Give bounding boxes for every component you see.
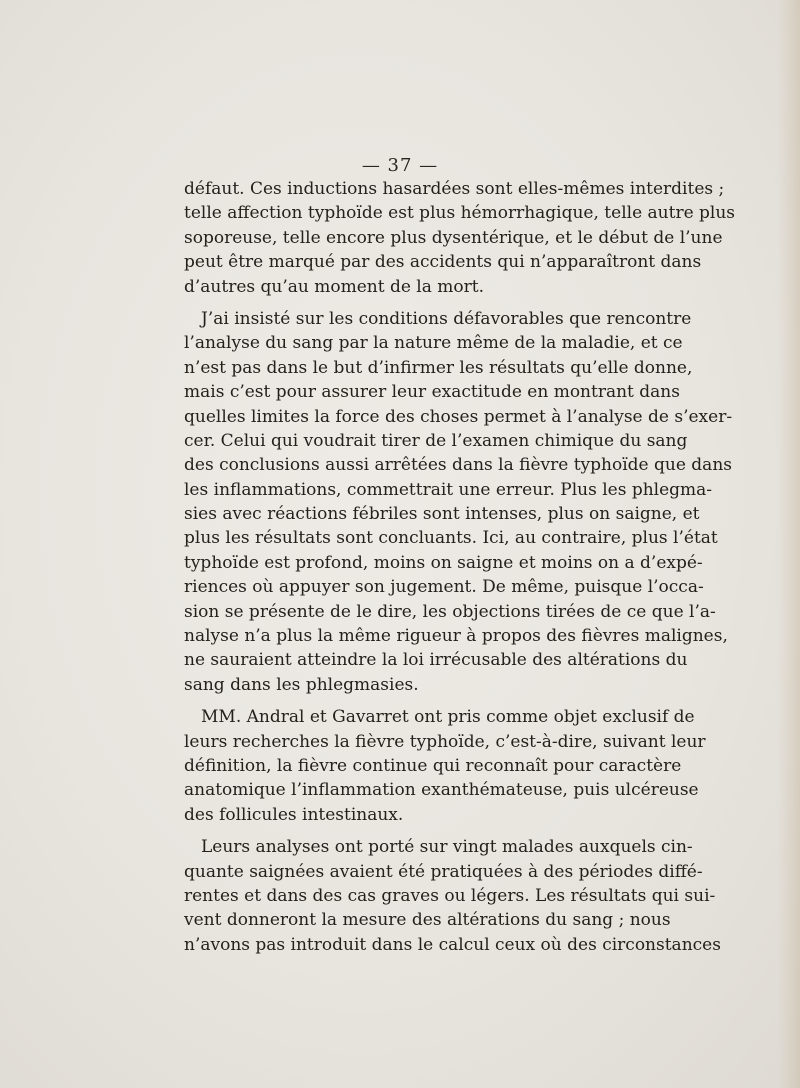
text-line: quante saignées avaient été pratiquées à des périodes diffé-	[184, 861, 703, 882]
text-line: n’est pas dans le but d’infirmer les résultats qu’elle donne,	[184, 357, 693, 378]
text-line: l’analyse du sang par la nature même de la maladie, et ce	[184, 333, 683, 354]
text-line: nalyse n’a plus la même rigueur à propos des fièvres malignes,	[184, 626, 728, 647]
text-line: vent donneront la mesure des altérations du sang ; nous	[184, 910, 671, 931]
paragraph	[184, 307, 733, 697]
text-line: Leurs analyses ont porté sur vingt malades auxquels cin-	[201, 837, 693, 858]
paragraph	[184, 705, 706, 827]
text-line: riences où appuyer son jugement. De même, puisque l’occa-	[184, 577, 704, 598]
text-line: des follicules intestinaux.	[184, 804, 404, 825]
paragraph	[184, 177, 736, 299]
text-line: peut être marqué par des accidents qui n’apparaîtront dans	[184, 252, 702, 273]
text-line: sang dans les phlegmasies.	[184, 674, 419, 695]
text-line: J’ai insisté sur les conditions défavorables que rencontre	[201, 308, 692, 329]
text-line: cer. Celui qui voudrait tirer de l’examen chimique du sang	[184, 430, 688, 451]
text-line: n’avons pas introduit dans le calcul ceux où des circonstances	[184, 934, 721, 955]
text-line: ne sauraient atteindre la loi irrécusable des altérations du	[184, 650, 688, 671]
text-line: soporeuse, telle encore plus dysentérique, et le début de l’une	[184, 227, 723, 248]
text-line: sies avec réactions fébriles sont intenses, plus on saigne, et	[184, 504, 700, 525]
body-text	[184, 177, 736, 957]
text-line: leurs recherches la fièvre typhoïde, c’est-à-dire, suivant leur	[184, 731, 706, 752]
paragraph-gap	[184, 827, 616, 835]
text-line: plus les résultats sont concluants. Ici, au contraire, plus l’état	[184, 528, 718, 549]
text-line: les inflammations, commettrait une erreur. Plus les phlegma-	[184, 479, 713, 500]
text-line: d’autres qu’au moment de la mort.	[184, 276, 484, 297]
paragraph-gap	[184, 697, 616, 705]
text-line: anatomique l’inflammation exanthémateuse, puis ulcéreuse	[184, 780, 699, 801]
text-line: défaut. Ces inductions hasardées sont elles-mêmes interdites ;	[184, 179, 725, 199]
text-line: définition, la fièvre continue qui reconnaît pour caractère	[184, 755, 682, 776]
text-line: telle affection typhoïde est plus hémorrhagique, telle autre plus	[184, 203, 736, 224]
paragraph	[184, 835, 721, 957]
text-line: typhoïde est profond, moins on saigne et moins on a d’expé-	[184, 552, 703, 573]
text-line: quelles limites la force des choses permet à l’analyse de s’exer-	[184, 406, 733, 427]
page-number: — 37 —	[361, 155, 439, 176]
text-line: rentes et dans des cas graves ou légers. Les résultats qui sui-	[184, 885, 716, 906]
text-line: MM. Andral et Gavarret ont pris comme objet exclusif de	[201, 707, 695, 728]
text-line: des conclusions aussi arrêtées dans la fièvre typhoïde que dans	[184, 455, 732, 476]
text-line: sion se présente de le dire, les objections tirées de ce que l’a-	[184, 601, 716, 622]
paragraph-gap	[184, 299, 616, 307]
text-line: mais c’est pour assurer leur exactitude en montrant dans	[184, 382, 680, 403]
